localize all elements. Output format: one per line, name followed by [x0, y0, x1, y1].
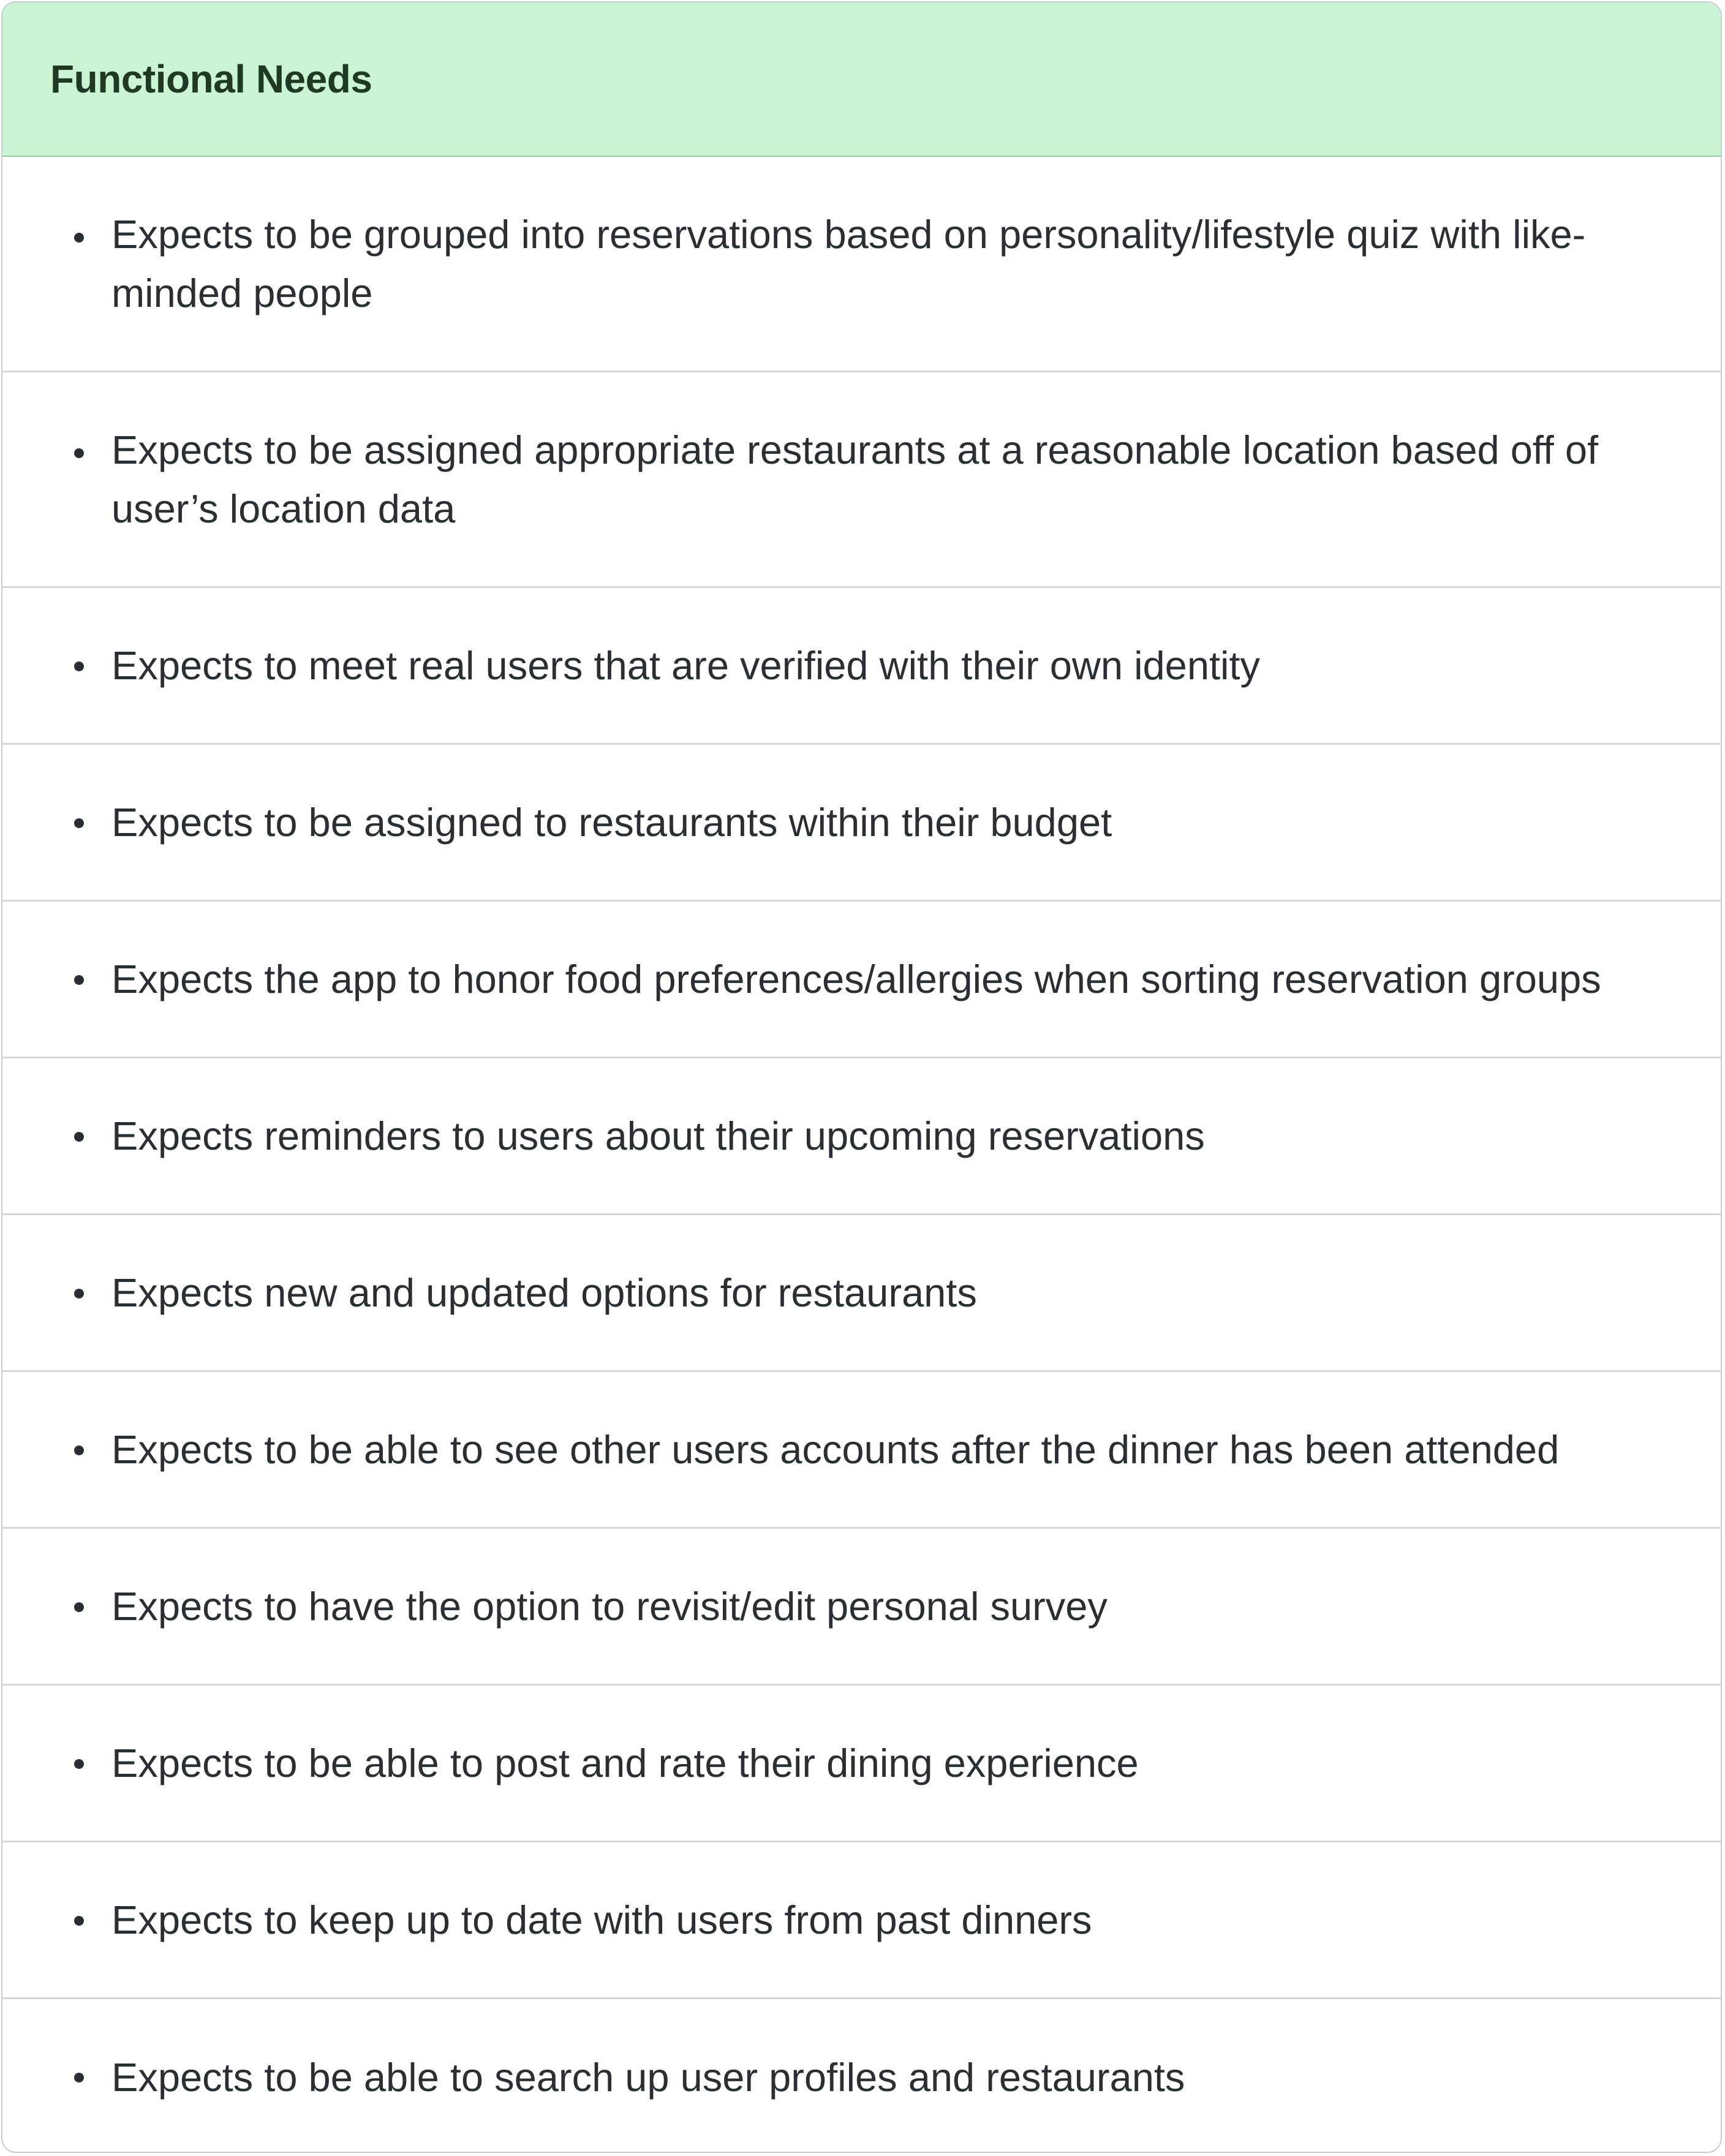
bullet-icon	[74, 1446, 84, 1455]
list-item	[2, 1842, 1721, 1999]
list-item	[2, 588, 1721, 745]
needs-list	[2, 157, 1721, 2153]
list-item-text: Expects to be able to search up user profiles and restaurants	[111, 2055, 1185, 2100]
bullet-icon	[74, 1289, 84, 1298]
list-item	[2, 1372, 1721, 1529]
bullet-icon	[74, 2073, 84, 2082]
bullet-icon	[74, 1132, 84, 1142]
bullet-icon	[74, 233, 84, 243]
list-item-text: Expects to meet real users that are verified with their own identity	[111, 643, 1261, 688]
bullet-icon	[74, 1602, 84, 1612]
list-item-text: Expects to be assigned appropriate restaurants at a reasonable location based off of user’s location data	[111, 427, 1599, 531]
bullet-icon	[74, 975, 84, 985]
functional-needs-card	[1, 1, 1722, 2153]
list-item	[2, 902, 1721, 1058]
card-header	[2, 2, 1721, 157]
list-item-text: Expects to have the option to revisit/edit personal survey	[111, 1583, 1108, 1629]
list-item-text: Expects new and updated options for restaurants	[111, 1270, 977, 1315]
list-item	[2, 157, 1721, 372]
list-item	[2, 372, 1721, 588]
bullet-icon	[74, 1916, 84, 1926]
list-item	[2, 745, 1721, 902]
list-item-text: Expects to be assigned to restaurants within their budget	[111, 799, 1112, 845]
list-item	[2, 1215, 1721, 1372]
list-item-text: Expects the app to honor food preferences/allergies when sorting reservation groups	[111, 956, 1601, 1001]
list-item-text: Expects to be able to see other users accounts after the dinner has been attended	[111, 1427, 1560, 1472]
list-item-text: Expects to keep up to date with users from past dinners	[111, 1897, 1092, 1942]
list-item	[2, 1686, 1721, 1842]
list-item	[2, 1529, 1721, 1686]
card-title: Functional Needs	[50, 57, 372, 101]
bullet-icon	[74, 1759, 84, 1769]
list-item-text: Expects to be able to post and rate their dining experience	[111, 1740, 1139, 1785]
bullet-icon	[74, 662, 84, 671]
list-item	[2, 1058, 1721, 1215]
list-item-text: Expects to be grouped into reservations based on personality/lifestyle quiz with like-minded people	[111, 211, 1586, 315]
list-item-text: Expects reminders to users about their upcoming reservations	[111, 1113, 1205, 1158]
list-item	[2, 1999, 1721, 2153]
bullet-icon	[74, 448, 84, 458]
bullet-icon	[74, 818, 84, 828]
